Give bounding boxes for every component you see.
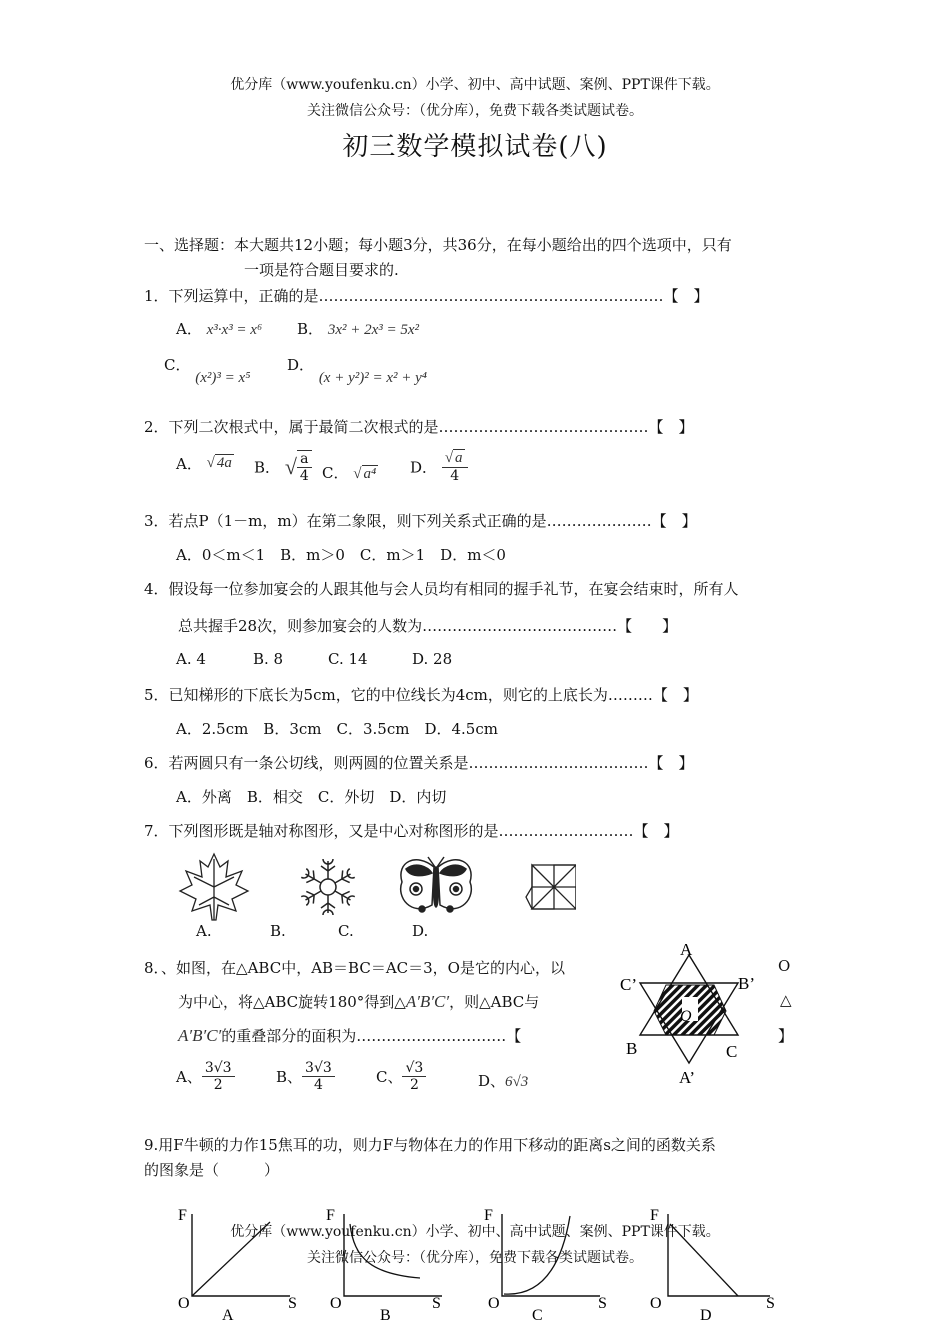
q4-option-c: C. 14 [328, 650, 368, 668]
q8-right-triangle: △ [780, 991, 792, 1009]
svg-text:C: C [532, 1307, 543, 1324]
vertex-b-prime: B’ [738, 974, 755, 993]
q4-stem-1: 4．假设每一位参加宴会的人跟其他与会人员均有相同的握手礼节，在宴会结束时，所有人 [144, 580, 739, 598]
q9-line-1: 9.用F牛顿的力作15焦耳的功，则力F与物体在力的作用下移动的距离s之间的函数关系 [144, 1136, 716, 1154]
svg-text:O: O [650, 1295, 662, 1312]
q7-stem: 7．下列图形既是轴对称图形，又是中心对称图形的是………………………【 】 [144, 822, 679, 840]
svg-text:F: F [484, 1207, 493, 1224]
q2-option-b: B． √ $\frac{a}{4}$ [254, 450, 312, 484]
q1-option-a: A． x³·x³ = x⁶ [176, 320, 263, 338]
svg-text:S: S [432, 1295, 441, 1312]
q8-line-1: 8．、如图，在△ABC中，AB＝BC＝AC＝3，O是它的内心，以 [144, 959, 565, 977]
vertex-b: B [626, 1039, 638, 1058]
svg-text:F: F [178, 1207, 187, 1224]
svg-text:O: O [178, 1295, 190, 1312]
q3-stem: 3．若点P（1－m，m）在第二象限，则下列关系式正确的是…………………【 】 [144, 512, 697, 530]
q9-line-2: 的图象是（ ） [144, 1161, 280, 1179]
q8-option-a: A、 $\frac{3√3}{2}$ [176, 1060, 235, 1093]
svg-text:O: O [488, 1295, 500, 1312]
footer-line-1: 优分库（www.youfenku.cn）小学、初中、高中试题、案例、PPT课件下载。 [230, 1224, 720, 1240]
q1-option-b: B． 3x² + 2x³ = 5x² [297, 320, 420, 338]
footer-line-2: 关注微信公众号：（优分库），免费下载各类试题试卷。 [307, 1250, 643, 1266]
header-line-2: 关注微信公众号：（优分库），免费下载各类试题试卷。 [307, 103, 643, 119]
q7-label-d: D. [412, 922, 429, 940]
q1-stem: 1．下列运算中，正确的是……………………………………………………………【 】 [144, 287, 709, 305]
q7-label-c: C. [338, 922, 354, 940]
vertex-a-prime: A’ [679, 1068, 696, 1085]
q2-stem: 2．下列二次根式中，属于最简二次根式的是……………………………………【 】 [144, 418, 694, 436]
vertex-a: A [680, 940, 693, 959]
q8-right-o: O [778, 957, 791, 975]
q7-label-a: A. [196, 922, 212, 940]
section-1-line-2: 一项是符合题目要求的. [244, 261, 399, 279]
q4-option-d: D. 28 [412, 650, 453, 668]
q8-line-3: A′B′C′的重叠部分的面积为…………………………【 [178, 1026, 522, 1045]
svg-text:D: D [700, 1307, 712, 1324]
svg-text:S: S [288, 1295, 297, 1312]
q8-option-b: B、 $\frac{3√3}{4}$ [276, 1060, 335, 1093]
svg-text:S: S [598, 1295, 607, 1312]
svg-text:F: F [650, 1207, 659, 1224]
svg-text:S: S [766, 1295, 775, 1312]
butterfly-figure [401, 857, 472, 912]
q4-stem-2: 总共握手28次，则参加宴会的人数为…………………………………【 】 [178, 617, 678, 635]
svg-text:O: O [330, 1295, 342, 1312]
snowflake-figure [300, 859, 355, 915]
svg-text:B: B [380, 1307, 391, 1324]
vertex-c: C [726, 1042, 738, 1061]
q3-options: A．0＜m＜1 B．m＞0 C．m＞1 D．m＜0 [176, 546, 506, 564]
page-title: 初三数学模拟试卷(八) [342, 132, 608, 162]
center-o: O [680, 1008, 692, 1025]
maple-leaf-figure [180, 854, 248, 920]
q4-option-b: B. 8 [253, 650, 284, 668]
q8-hexagram-figure [610, 935, 770, 1085]
q7-label-b: B. [270, 922, 286, 940]
q5-options: A．2.5cm B．3cm C．3.5cm D．4.5cm [176, 720, 498, 738]
q8-option-d: D、6√3 [478, 1072, 529, 1090]
q7-figures [176, 852, 576, 922]
q4-option-a: A. 4 [176, 650, 206, 668]
q2-option-c: C． √ a⁴ [322, 464, 377, 482]
q6-stem: 6．若两圆只有一条公切线，则两圆的位置关系是………………………………【 】 [144, 754, 694, 772]
q8-option-c: C、 $\frac{√3}{2}$ [376, 1060, 426, 1093]
q8-right-bracket: 】 [778, 1027, 794, 1045]
q6-options: A．外离 B．相交 C．外切 D．内切 [176, 788, 447, 806]
q2-option-d: D． $\frac{√ a}{4}$ [410, 450, 468, 484]
vertex-c-prime: C’ [620, 975, 637, 994]
q1-option-d: D． (x + y²)² = x² + y⁴ [287, 356, 428, 386]
q1-option-c: C． (x²)³ = x⁵ [164, 356, 251, 386]
svg-text:F: F [326, 1207, 335, 1224]
q8-line-2: 为中心，将△ABC旋转180°得到△A′B′C′，则△ABC与 [178, 992, 540, 1011]
q5-stem: 5．已知梯形的下底长为5cm，它的中位线长为4cm，则它的上底长为………【 】 [144, 686, 698, 704]
section-1-line-1: 一、选择题：本大题共12小题；每小题3分，共36分，在每小题给出的四个选项中，只有 [144, 236, 732, 254]
q2-option-a: A． √ 4a [176, 455, 232, 473]
header-line-1: 优分库（www.youfenku.cn）小学、初中、高中试题、案例、PPT课件下载。 [230, 77, 720, 93]
svg-text:A: A [222, 1307, 234, 1324]
pinwheel-figure [526, 865, 576, 909]
